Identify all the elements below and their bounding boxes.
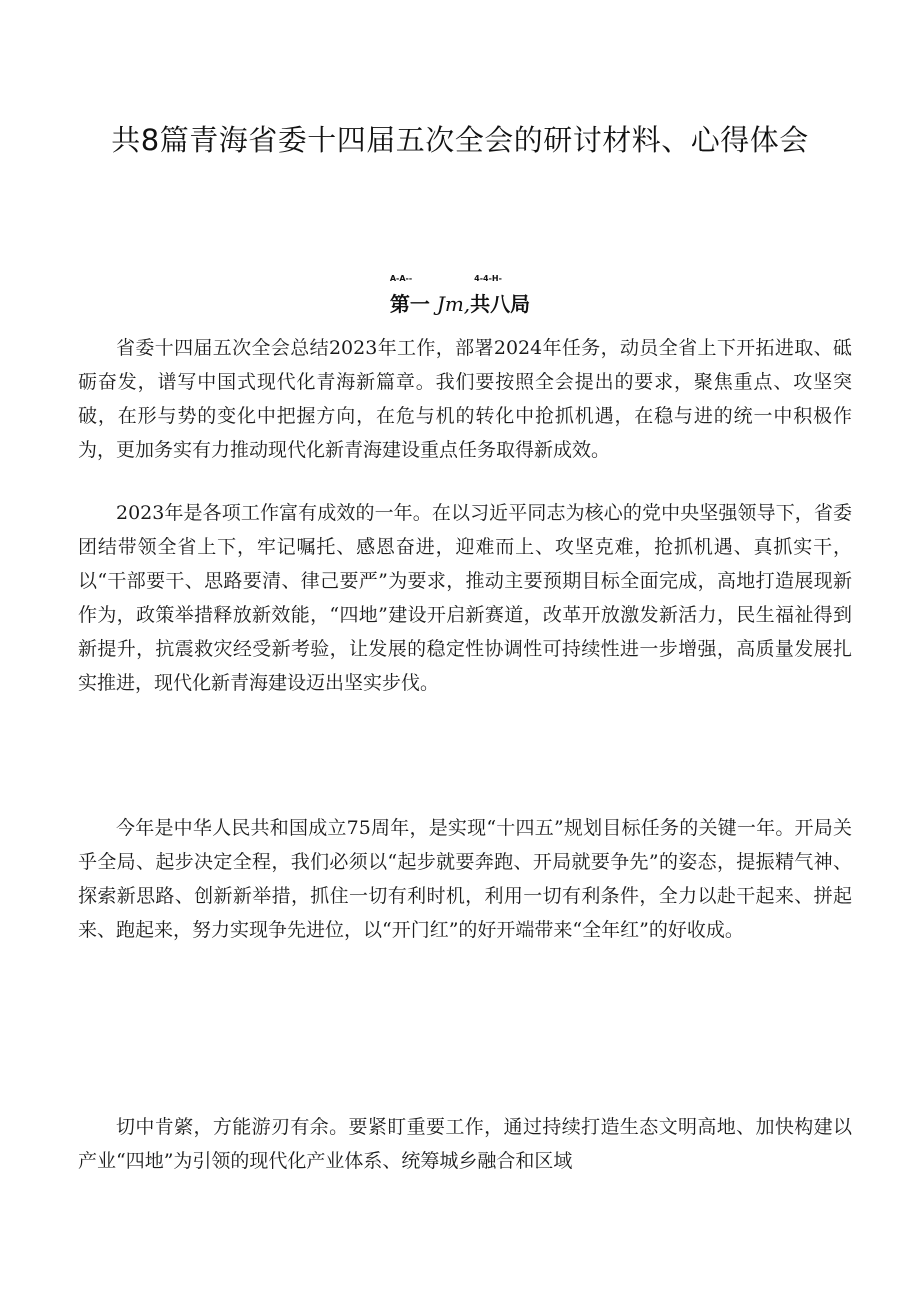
body-paragraph-4: 切中肯綮，方能游刃有余。要紧盯重要工作，通过持续打造生态文明高地、加快构建以产业“四地”为引领的现代化产业体系、统筹城乡融合和区域 [78, 1116, 852, 1172]
chapter-heading-part1-wrap [389, 274, 430, 317]
chapter-heading-part3: 共八局 [470, 292, 531, 316]
heading-annotation-1: A-A-- [389, 274, 413, 283]
body-paragraph-1: 省委十四届五次全会总结2023年工作，部署2024年任务，动员全省上下开拓进取、砥砺奋发，谱写中国式现代化青海新篇章。我们要按照全会提出的要求，聚焦重点、攻坚突破，在形与势的变化中把握方向，在危与机的转化中抢抓机遇，在稳与进的统一中积极作为，更加务实有力推动现代化新青海建设重点任务取得新成效。 [78, 337, 852, 461]
document-title: 共8篇青海省委十四届五次全会的研讨材料、心得体会 [111, 123, 809, 157]
heading-annotation-2: 4-4-H- [474, 274, 502, 283]
body-paragraph-3: 今年是中华人民共和国成立75周年，是实现“十四五”规划目标任务的关键一年。开局关乎全局、起步决定全程，我们必须以“起步就要奔跑、开局就要争先”的姿态，提振精气神、探索新思路、创新新举措，抓住一切有利时机，利用一切有利条件，全力以赴干起来、拼起来、跑起来，努力实现争先进位，以“开门红”的好开端带来“全年红”的好收成。 [78, 817, 852, 941]
chapter-heading [0, 274, 920, 317]
chapter-heading-part1: 第一 [389, 292, 430, 316]
chapter-heading-part3-wrap [470, 274, 531, 317]
body-paragraph-2: 2023年是各项工作富有成效的一年。在以习近平同志为核心的党中央坚强领导下，省委团结带领全省上下，牢记嘱托、感恩奋进，迎难而上、攻坚克难，抢抓机遇、真抓实干，以“干部要干、思路要清、律己要严”为要求，推动主要预期目标全面完成，高地打造展现新作为，政策举措释放新效能，“四地”建设开启新赛道，改革开放激发新活力，民生福祉得到新提升，抗震救灾经受新考验，让发展的稳定性协调性可持续性进一步增强，高质量发展扎实推进，现代化新青海建设迈出坚实步伐。 [78, 502, 852, 694]
chapter-heading-part2: Jm, [436, 292, 471, 316]
